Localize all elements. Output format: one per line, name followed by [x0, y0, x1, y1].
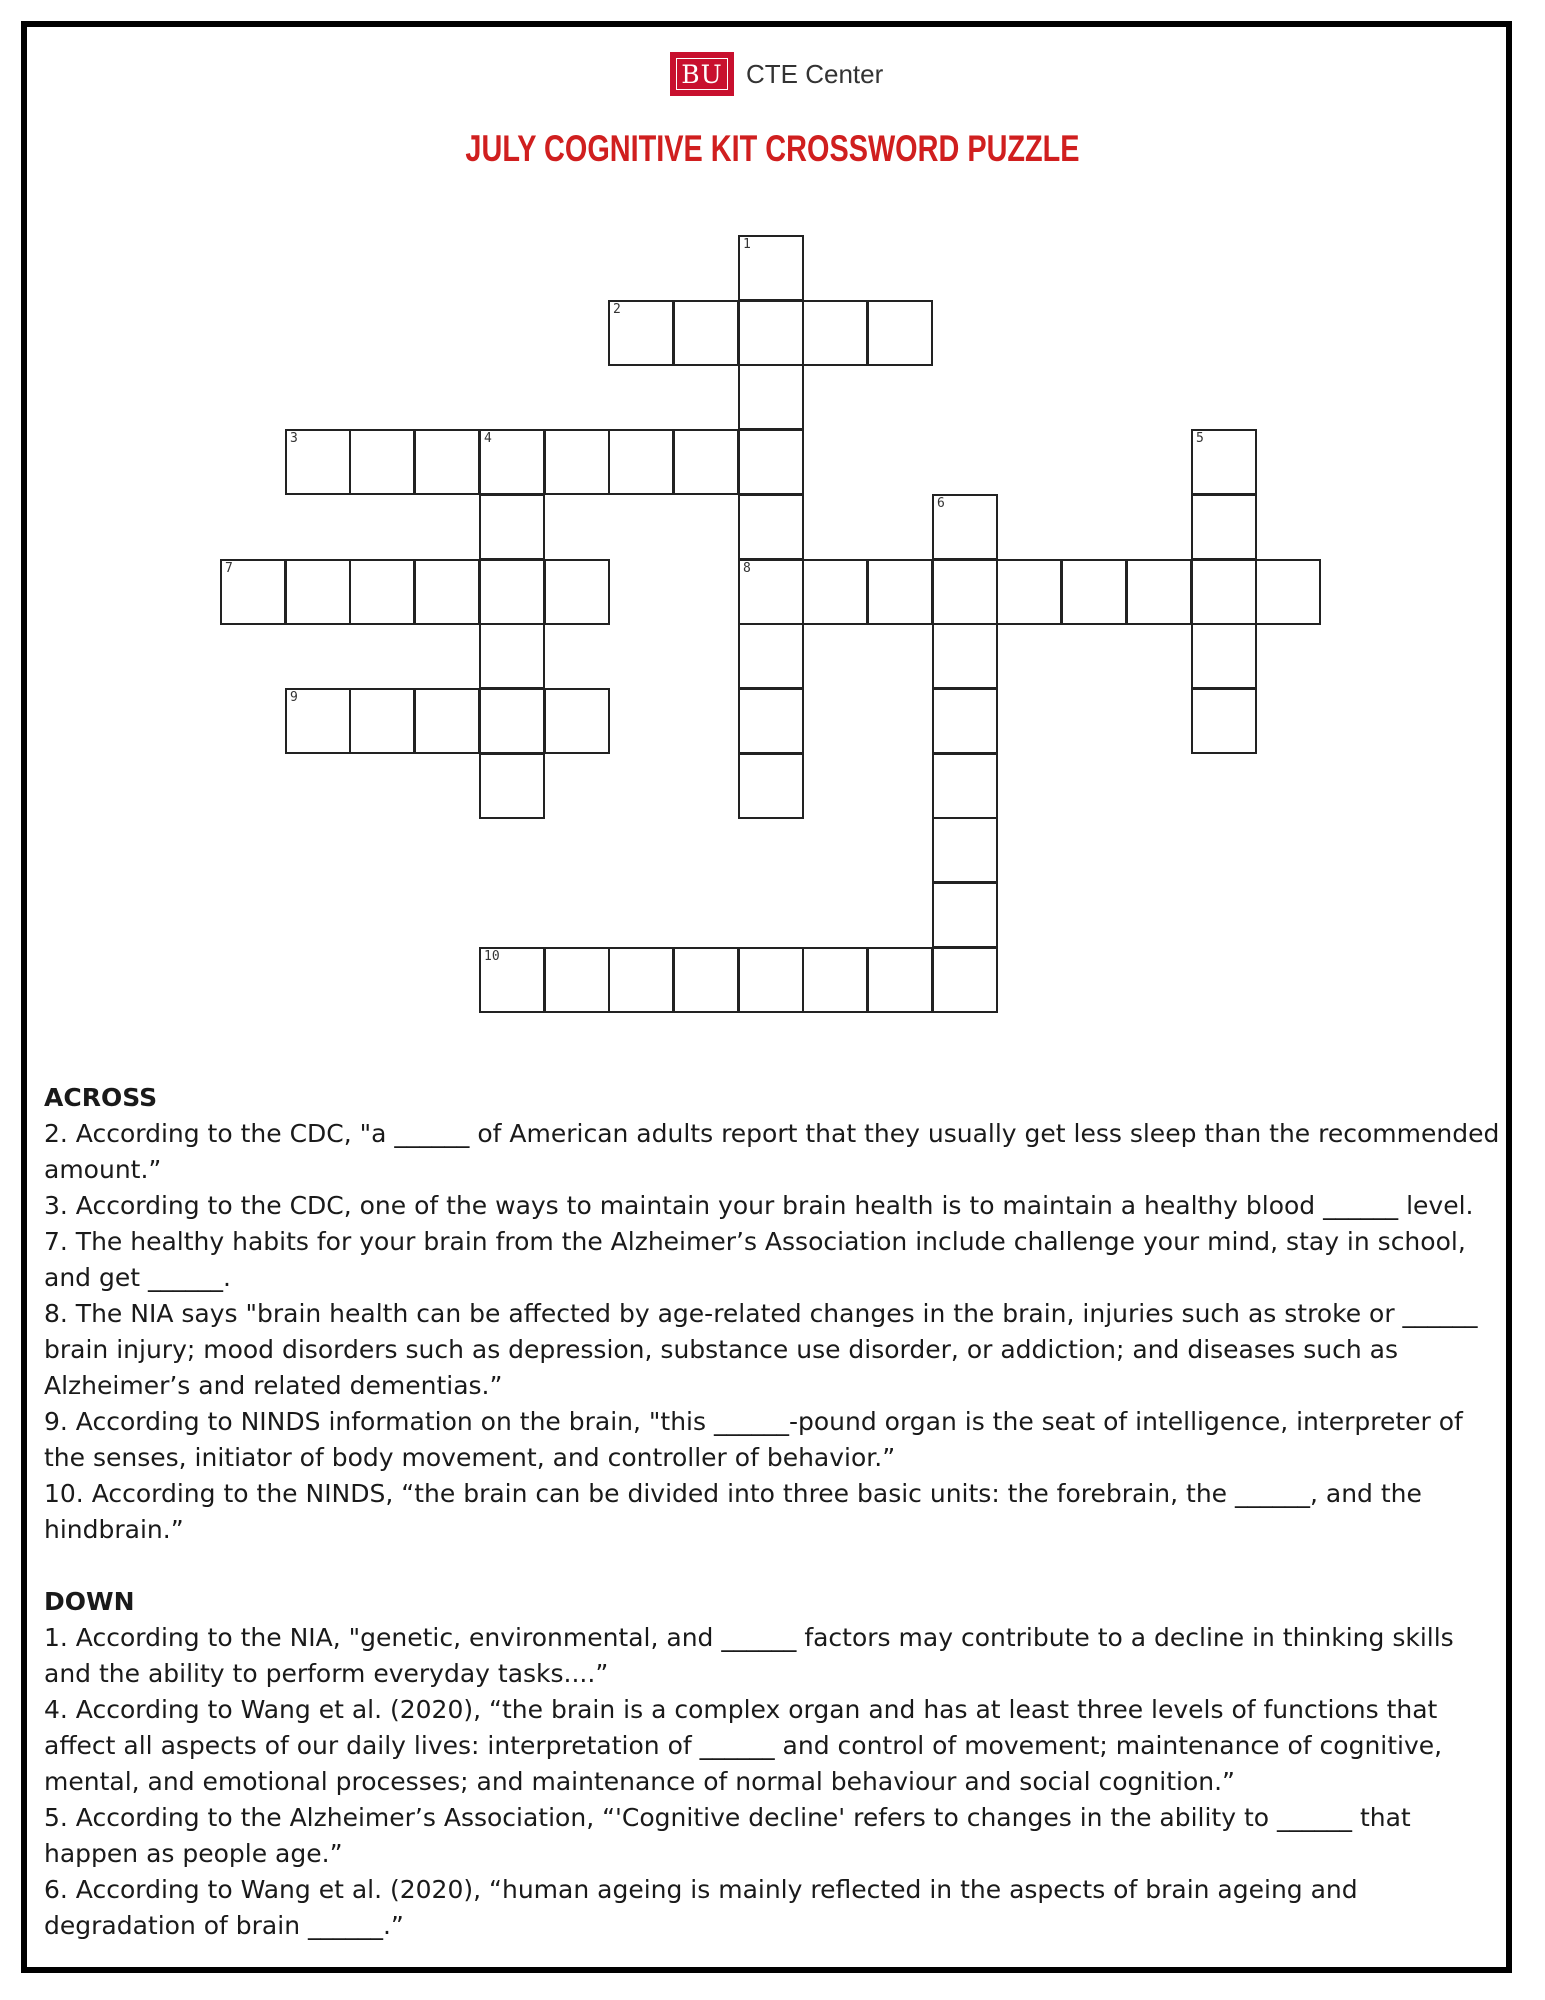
crossword-cell[interactable] [867, 559, 933, 625]
clue-number: 4 [484, 431, 492, 446]
crossword-cell[interactable] [867, 300, 933, 366]
crossword-cell[interactable] [738, 300, 804, 366]
crossword-cell[interactable] [738, 429, 804, 495]
crossword-cell[interactable] [608, 300, 674, 366]
crossword-cell[interactable] [738, 559, 804, 625]
crossword-cell[interactable] [673, 429, 739, 495]
clue-number: 8 [743, 561, 751, 576]
crossword-cell[interactable] [479, 623, 545, 689]
crossword-cell[interactable] [479, 429, 545, 495]
crossword-cell[interactable] [673, 300, 739, 366]
crossword-cell[interactable] [414, 688, 480, 754]
crossword-cell[interactable] [414, 429, 480, 495]
crossword-cell[interactable] [932, 494, 998, 560]
crossword-cell[interactable] [220, 559, 286, 625]
crossword-cell[interactable] [1191, 559, 1257, 625]
crossword-cell[interactable] [285, 688, 351, 754]
crossword-cell[interactable] [479, 688, 545, 754]
crossword-cell[interactable] [544, 947, 610, 1013]
crossword-cell[interactable] [1191, 688, 1257, 754]
clue-number: 1 [743, 237, 751, 252]
crossword-cell[interactable] [738, 235, 804, 301]
crossword-cell[interactable] [608, 947, 674, 1013]
crossword-cell[interactable] [544, 429, 610, 495]
crossword-cell[interactable] [932, 688, 998, 754]
crossword-cell[interactable] [802, 947, 868, 1013]
crossword-cell[interactable] [479, 753, 545, 819]
across-clue: 7. The healthy habits for your brain from the Alzheimer’s Association include challenge your mind, stay in school, and get ______. [44, 1227, 1466, 1292]
crossword-cell[interactable] [673, 947, 739, 1013]
crossword-cell[interactable] [738, 364, 804, 430]
crossword-cell[interactable] [932, 623, 998, 689]
logo-mark-text: BU [681, 59, 723, 89]
clue-number: 10 [484, 949, 500, 964]
crossword-cell[interactable] [285, 429, 351, 495]
clue-number: 7 [225, 561, 233, 576]
across-clue: 10. According to the NINDS, “the brain can be divided into three basic units: the forebrain, the ______, and the hindbrain.” [44, 1479, 1422, 1544]
crossword-cell[interactable] [608, 429, 674, 495]
clue-number: 9 [290, 690, 298, 705]
crossword-cell[interactable] [738, 753, 804, 819]
clues-section [44, 1080, 1504, 1944]
page-title: JULY COGNITIVE KIT CROSSWORD PUZZLE [465, 128, 1080, 169]
crossword-cell[interactable] [414, 559, 480, 625]
clue-number: 2 [613, 302, 621, 317]
crossword-cell[interactable] [1191, 494, 1257, 560]
crossword-cell[interactable] [349, 429, 415, 495]
down-clue: 5. According to the Alzheimer’s Association, “'Cognitive decline' refers to changes in the ability to ______ that happen as people age.” [44, 1803, 1411, 1868]
across-heading: ACROSS [44, 1083, 158, 1112]
down-clue: 1. According to the NIA, "genetic, environmental, and ______ factors may contribute to a decline in thinking skills and the ability to perform everyday tasks....” [44, 1623, 1454, 1688]
crossword-cell[interactable] [932, 753, 998, 819]
crossword-cell[interactable] [544, 559, 610, 625]
crossword-cell[interactable] [738, 623, 804, 689]
crossword-cell[interactable] [1191, 623, 1257, 689]
across-clue: 9. According to NINDS information on the brain, "this ______-pound organ is the seat of intelligence, interpreter of the senses, initiator of body movement, and controller of behavior.” [44, 1407, 1463, 1472]
clue-number: 3 [290, 431, 298, 446]
crossword-cell[interactable] [1061, 559, 1127, 625]
crossword-cell[interactable] [802, 300, 868, 366]
crossword-cell[interactable] [738, 688, 804, 754]
crossword-cell[interactable] [996, 559, 1062, 625]
down-heading: DOWN [44, 1587, 135, 1616]
down-clue: 4. According to Wang et al. (2020), “the brain is a complex organ and has at least three levels of functions that affect all aspects of our daily lives: interpretation of ______ and control of movement; maintenance of cognitive, mental, and emotional processes; and maintenance of normal behaviour and social cognition.” [44, 1695, 1443, 1796]
clue-number: 5 [1196, 431, 1204, 446]
across-clue: 8. The NIA says "brain health can be affected by age-related changes in the brain, injuries such as stroke or ______ brain injury; mood disorders such as depression, substance use disorder, or addiction; and diseases such as Alzheimer’s and related dementias.” [44, 1299, 1478, 1400]
crossword-cell[interactable] [932, 559, 998, 625]
crossword-cell[interactable] [544, 688, 610, 754]
crossword-cell[interactable] [932, 947, 998, 1013]
crossword-cell[interactable] [349, 688, 415, 754]
across-clue: 3. According to the CDC, one of the ways to maintain your brain health is to maintain a healthy blood ______ level. [44, 1191, 1474, 1220]
crossword-cell[interactable] [479, 559, 545, 625]
crossword-cell[interactable] [1191, 429, 1257, 495]
crossword-cell[interactable] [932, 882, 998, 948]
down-clue: 6. According to Wang et al. (2020), “human ageing is mainly reflected in the aspects of brain ageing and degradation of brain ______.” [44, 1875, 1358, 1940]
crossword-cell[interactable] [1255, 559, 1321, 625]
across-clue: 2. According to the CDC, "a ______ of American adults report that they usually get less sleep than the recommended amount.” [44, 1119, 1500, 1184]
crossword-cell[interactable] [349, 559, 415, 625]
crossword-cell[interactable] [867, 947, 933, 1013]
crossword-cell[interactable] [738, 494, 804, 560]
crossword-cell[interactable] [1126, 559, 1192, 625]
crossword-cell[interactable] [932, 817, 998, 883]
crossword-cell[interactable] [479, 494, 545, 560]
clue-number: 6 [937, 496, 945, 511]
crossword-cell[interactable] [479, 947, 545, 1013]
logo-text: CTE Center [746, 58, 884, 89]
crossword-cell[interactable] [738, 947, 804, 1013]
crossword-cell[interactable] [285, 559, 351, 625]
crossword-cell[interactable] [802, 559, 868, 625]
